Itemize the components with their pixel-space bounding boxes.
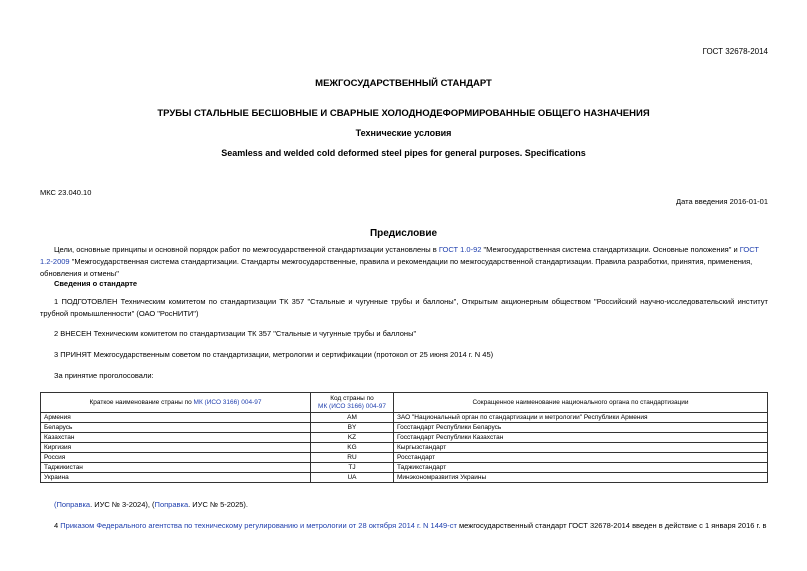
table-row [41,423,768,433]
amendment-text-1: . ИУС № 3-2024), ( [90,500,155,509]
intro-text-2: "Межгосударственная система стандартизации. Основные положения" и [481,245,740,254]
header-country [41,393,311,413]
gost-1-0-92-link[interactable]: ГОСТ 1.0-92 [438,245,482,254]
header-country-text: Краткое наименование страны по [89,398,194,406]
agency-cell: Минэкономразвития Украины [394,473,768,483]
voting-countries-table [40,392,768,483]
table-row [41,463,768,473]
table-row [41,453,768,463]
table-row [41,473,768,483]
amendment-text-2: . ИУС № 5-2025). [188,500,249,509]
country-code-cell: BY [311,423,394,433]
item-4-text: межгосударственный стандарт ГОСТ 32678-2014 введен в действие с 1 января 2016 г. в [456,521,767,530]
header-code-text: Код страны по [330,394,374,402]
foreword-item-2: 2 ВНЕСЕН Техническим комитетом по стандартизации ТК 357 "Стальные и чугунные трубы и баллоны" [54,329,417,338]
mk-iso-3166-link[interactable]: МК (ИСО 3166) 004-97 [193,398,262,406]
amendment-open: ( [54,500,57,509]
standard-subtitle: Технические условия [355,128,452,138]
agency-cell: Кыргызстандарт [394,443,768,453]
table-header-row [41,393,768,413]
gost-1-2-2009-link[interactable]: ГОСТ 1.2-2009 [40,245,759,266]
agency-cell: Госстандарт Республики Беларусь [394,423,768,433]
about-standard-heading: Сведения о стандарте [54,279,138,288]
intro-text-1: Цели, основные принципы и основной порядок работ по межгосударственной стандартизации установлены в [54,245,439,254]
agency-cell: ЗАО "Национальный орган по стандартизации и метрологии" Республики Армения [394,413,768,423]
header-code [311,393,394,413]
mk-iso-3166-link[interactable]: МК (ИСО 3166) 004-97 [318,402,386,410]
country-code-cell: UA [311,473,394,483]
introduction-date: Дата введения 2016-01-01 [676,197,768,206]
country-cell: Таджикистан [41,463,311,473]
country-code-cell: RU [311,453,394,463]
standard-title-ru: ТРУБЫ СТАЛЬНЫЕ БЕСШОВНЫЕ И СВАРНЫЕ ХОЛОДНОДЕФОРМИРОВАННЫЕ ОБЩЕГО НАЗНАЧЕНИЯ [157,108,650,119]
country-code-cell: AM [311,413,394,423]
intro-text-3: "Межгосударственная система стандартизации. Стандарты межгосударственные, правила и рекомендации по межгосударственной стандартизации. Правила разработки, принятия, применения, обновления и отмены" [40,257,753,278]
vote-intro: За принятие проголосовали: [54,371,154,380]
foreword-heading: Предисловие [369,228,438,239]
foreword-item-4 [40,520,768,532]
foreword-item-1: 1 ПОДГОТОВЛЕН Техническим комитетом по стандартизации ТК 357 "Стальные и чугунные трубы и баллоны", Открытым акционерным обществом "Российский научно-исследовательский институт трубной промышленности" (ОАО "РосНИТИ") [40,297,768,318]
header-agency: Сокращенное наименование национального органа по стандартизации [394,393,768,413]
country-cell: Россия [41,453,311,463]
table-body [41,413,768,483]
table-row [41,443,768,453]
order-link[interactable]: Приказом Федерального агентства по техническому регулированию и метрологии от 28 октября 2014 г. N 1449-ст [60,521,457,530]
country-code-cell: KG [311,443,394,453]
amendments-note [54,499,782,511]
amendment-link-2[interactable]: Поправка [154,500,189,509]
standard-type-heading: МЕЖГОСУДАРСТВЕННЫЙ СТАНДАРТ [315,78,492,89]
amendment-link-1[interactable]: Поправка [56,500,91,509]
country-cell: Украина [41,473,311,483]
agency-cell: Таджикстандарт [394,463,768,473]
item-4-number: 4 [54,521,61,530]
mks-code: МКС 23.040.10 [40,188,92,197]
country-code-cell: TJ [311,463,394,473]
foreword-item-3: 3 ПРИНЯТ Межгосударственным советом по стандартизации, метрологии и сертификации (протокол от 25 июня 2014 г. N 45) [54,350,494,359]
document-code: ГОСТ 32678-2014 [702,47,768,56]
country-cell: Казахстан [41,433,311,443]
standard-title-en: Seamless and welded cold deformed steel pipes for general purposes. Specifications [221,148,586,158]
country-cell: Беларусь [41,423,311,433]
country-cell: Киргизия [41,443,311,453]
agency-cell: Росстандарт [394,453,768,463]
foreword-intro-paragraph [40,244,768,280]
country-code-cell: KZ [311,433,394,443]
country-cell: Армения [41,413,311,423]
table-row [41,433,768,443]
table-row [41,413,768,423]
agency-cell: Госстандарт Республики Казахстан [394,433,768,443]
